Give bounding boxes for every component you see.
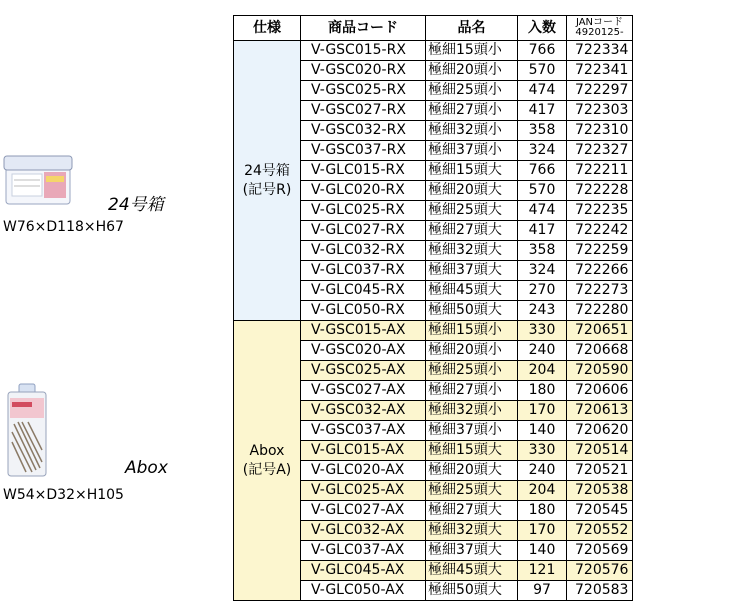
spec-group-label: Abox	[249, 442, 285, 459]
jan-code: 720514	[567, 441, 633, 461]
header-code: 商品コード	[301, 16, 426, 41]
quantity: 417	[518, 221, 567, 241]
box24-caption: 24号箱	[108, 195, 164, 215]
product-code: V-GSC032-AX	[301, 401, 426, 421]
quantity: 474	[518, 201, 567, 221]
quantity: 324	[518, 261, 567, 281]
quantity: 204	[518, 481, 567, 501]
quantity: 570	[518, 181, 567, 201]
product-code: V-GSC025-RX	[301, 81, 426, 101]
jan-code: 722334	[567, 41, 633, 61]
jan-code: 722280	[567, 301, 633, 321]
product-code: V-GSC020-AX	[301, 341, 426, 361]
product-code: V-GLC025-RX	[301, 201, 426, 221]
quantity: 324	[518, 141, 567, 161]
quantity: 240	[518, 461, 567, 481]
quantity: 330	[518, 321, 567, 341]
product-code: V-GSC015-AX	[301, 321, 426, 341]
product-name: 極細37頭大	[426, 541, 518, 561]
jan-code: 720590	[567, 361, 633, 381]
quantity: 180	[518, 381, 567, 401]
header-jan	[567, 16, 633, 41]
jan-code: 722310	[567, 121, 633, 141]
quantity: 358	[518, 121, 567, 141]
quantity: 140	[518, 541, 567, 561]
product-code: V-GSC015-RX	[301, 41, 426, 61]
spec-group-label: 24号箱	[244, 162, 290, 179]
quantity: 330	[518, 441, 567, 461]
product-code: V-GLC045-AX	[301, 561, 426, 581]
quantity: 170	[518, 521, 567, 541]
product-code: V-GSC027-RX	[301, 101, 426, 121]
quantity: 358	[518, 241, 567, 261]
box24-image	[2, 150, 74, 206]
quantity: 570	[518, 61, 567, 81]
jan-code: 720576	[567, 561, 633, 581]
box24-dimensions: W76×D118×H67	[3, 219, 124, 235]
jan-code: 722242	[567, 221, 633, 241]
product-name: 極細20頭小	[426, 61, 518, 81]
product-name: 極細27頭大	[426, 221, 518, 241]
product-name: 極細25頭大	[426, 201, 518, 221]
product-code: V-GSC032-RX	[301, 121, 426, 141]
product-name: 極細50頭大	[426, 581, 518, 601]
quantity: 180	[518, 501, 567, 521]
product-name: 極細27頭小	[426, 101, 518, 121]
product-code: V-GLC045-RX	[301, 281, 426, 301]
jan-code: 720651	[567, 321, 633, 341]
product-name: 極細15頭大	[426, 441, 518, 461]
quantity: 240	[518, 341, 567, 361]
jan-code: 720583	[567, 581, 633, 601]
jan-code: 720668	[567, 341, 633, 361]
product-code: V-GSC020-RX	[301, 61, 426, 81]
product-name: 極細32頭大	[426, 241, 518, 261]
jan-code: 722341	[567, 61, 633, 81]
product-code: V-GLC050-AX	[301, 581, 426, 601]
jan-code: 722235	[567, 201, 633, 221]
jan-code: 720552	[567, 521, 633, 541]
product-code: V-GLC050-RX	[301, 301, 426, 321]
product-code: V-GSC037-AX	[301, 421, 426, 441]
spec-table	[233, 15, 633, 601]
product-name: 極細50頭大	[426, 301, 518, 321]
product-name: 極細27頭大	[426, 501, 518, 521]
product-name: 極細25頭大	[426, 481, 518, 501]
product-name: 極細25頭小	[426, 81, 518, 101]
product-name: 極細37頭小	[426, 141, 518, 161]
jan-code: 722211	[567, 161, 633, 181]
quantity: 204	[518, 361, 567, 381]
product-code: V-GLC020-RX	[301, 181, 426, 201]
product-code: V-GLC015-RX	[301, 161, 426, 181]
jan-code: 720569	[567, 541, 633, 561]
product-code: V-GLC032-AX	[301, 521, 426, 541]
header-jan-line2: 4920125-	[575, 27, 624, 38]
jan-code: 722303	[567, 101, 633, 121]
jan-code: 720606	[567, 381, 633, 401]
quantity: 140	[518, 421, 567, 441]
quantity: 766	[518, 41, 567, 61]
quantity: 170	[518, 401, 567, 421]
spec-group-cell	[234, 41, 301, 321]
header-qty: 入数	[518, 16, 567, 41]
quantity: 474	[518, 81, 567, 101]
jan-code: 722259	[567, 241, 633, 261]
jan-code: 720620	[567, 421, 633, 441]
jan-code: 720613	[567, 401, 633, 421]
quantity: 417	[518, 101, 567, 121]
jan-code: 720538	[567, 481, 633, 501]
table-row	[234, 321, 633, 341]
product-code: V-GLC037-AX	[301, 541, 426, 561]
product-name: 極細15頭小	[426, 41, 518, 61]
spec-group-cell	[234, 321, 301, 601]
product-code: V-GLC025-AX	[301, 481, 426, 501]
product-code: V-GSC025-AX	[301, 361, 426, 381]
spec-group-symbol: (記号A)	[242, 461, 292, 478]
product-code: V-GSC027-AX	[301, 381, 426, 401]
product-code: V-GLC027-AX	[301, 501, 426, 521]
quantity: 270	[518, 281, 567, 301]
product-code: V-GLC015-AX	[301, 441, 426, 461]
product-code: V-GLC020-AX	[301, 461, 426, 481]
product-name: 極細20頭大	[426, 181, 518, 201]
product-name: 極細45頭大	[426, 561, 518, 581]
product-name: 極細32頭小	[426, 401, 518, 421]
product-name: 極細32頭大	[426, 521, 518, 541]
product-code: V-GSC037-RX	[301, 141, 426, 161]
quantity: 121	[518, 561, 567, 581]
product-name: 極細37頭小	[426, 421, 518, 441]
jan-code: 722266	[567, 261, 633, 281]
product-name: 極細45頭大	[426, 281, 518, 301]
jan-code: 722327	[567, 141, 633, 161]
product-code: V-GLC032-RX	[301, 241, 426, 261]
jan-code: 722228	[567, 181, 633, 201]
jan-code: 722297	[567, 81, 633, 101]
abox-image	[4, 382, 50, 478]
product-name: 極細20頭大	[426, 461, 518, 481]
jan-code: 722273	[567, 281, 633, 301]
abox-caption: Abox	[125, 458, 168, 478]
spec-group-symbol: (記号R)	[242, 181, 292, 198]
product-name: 極細25頭小	[426, 361, 518, 381]
product-name: 極細20頭小	[426, 341, 518, 361]
product-name: 極細15頭小	[426, 321, 518, 341]
product-name: 極細32頭小	[426, 121, 518, 141]
product-code: V-GLC027-RX	[301, 221, 426, 241]
table-row	[234, 41, 633, 61]
quantity: 243	[518, 301, 567, 321]
spec-body	[234, 41, 633, 601]
header-row	[234, 16, 633, 41]
quantity: 766	[518, 161, 567, 181]
header-jan-line1: JANコード	[575, 17, 624, 28]
jan-code: 720545	[567, 501, 633, 521]
jan-code: 720521	[567, 461, 633, 481]
quantity: 97	[518, 581, 567, 601]
product-name: 極細15頭大	[426, 161, 518, 181]
product-name: 極細27頭小	[426, 381, 518, 401]
abox-dimensions: W54×D32×H105	[3, 487, 124, 503]
product-name: 極細37頭大	[426, 261, 518, 281]
product-panel	[0, 0, 232, 591]
header-spec: 仕様	[234, 16, 301, 41]
header-name: 品名	[426, 16, 518, 41]
product-code: V-GLC037-RX	[301, 261, 426, 281]
